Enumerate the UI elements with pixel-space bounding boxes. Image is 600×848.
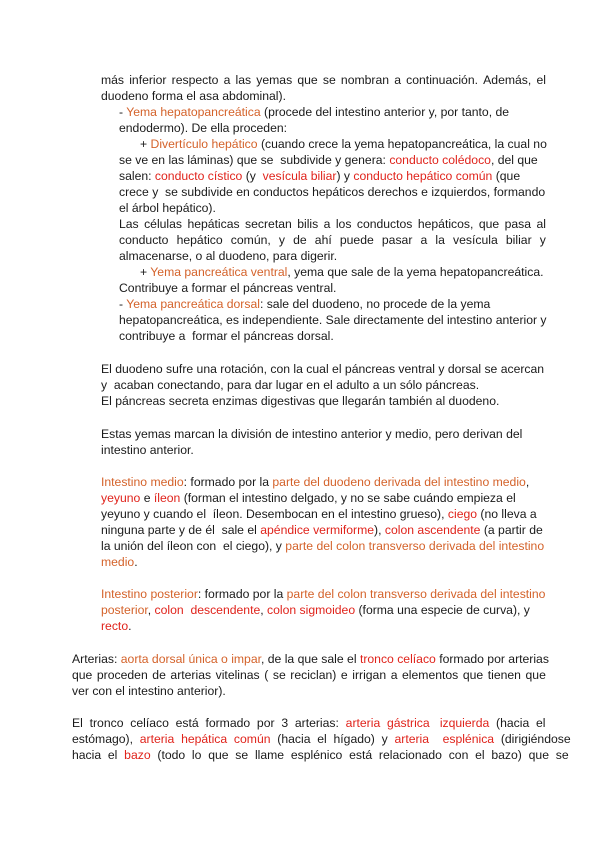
- word: arterias: [170, 668, 212, 682]
- medio-line-6: medio.: [101, 555, 138, 569]
- term-conducto-cistico: conducto cístico: [154, 169, 243, 183]
- word: se: [322, 73, 336, 87]
- word: pasar: [381, 233, 413, 247]
- term-colon-sigmoideo: colon sigmoideo: [267, 603, 356, 617]
- yema-hepato-line-1: - Yema hepatopancreática (procede del intestino anterior y, por tanto, de: [119, 105, 510, 119]
- word: inferior: [129, 73, 167, 87]
- term-parte-duodeno: parte del duodeno derivada del intestino medio: [272, 475, 526, 489]
- word: los: [335, 217, 352, 231]
- term-conducto-hepatico-comun: conducto hepático común: [353, 169, 493, 183]
- word: ahí: [314, 233, 332, 247]
- word: proceden: [96, 668, 148, 682]
- word: el: [536, 73, 546, 87]
- term-bazo: bazo: [124, 748, 151, 762]
- word: conductos: [356, 217, 413, 231]
- word: las: [235, 73, 252, 87]
- word: conducto: [119, 233, 169, 247]
- word: vesícula: [453, 233, 498, 247]
- word: hepático: [176, 233, 223, 247]
- term-ileon: íleon: [153, 491, 181, 505]
- medio-line-2: yeyuno e íleon (forman el intestino delgado, y no se sabe cuándo empieza el: [101, 491, 516, 505]
- term-aorta-dorsal: aorta dorsal única o impar: [120, 652, 261, 666]
- diverticulo-line-1: + Divertículo hepático (cuando crece la yema hepatopancreática, la cual no: [140, 137, 547, 151]
- medio-line-1: Intestino medio: formado por la parte del duodeno derivada del intestino medio,: [101, 475, 530, 489]
- term-intestino-posterior: Intestino posterior: [101, 587, 198, 601]
- intro-line-1: [101, 72, 546, 88]
- word: la: [435, 233, 445, 247]
- term-ciego: ciego: [447, 507, 478, 521]
- term-yeyuno: yeyuno: [101, 491, 141, 505]
- term-yema-hepatopancreatica: Yema hepatopancreática: [126, 105, 261, 119]
- term-tronco-celiaco: tronco celíaco: [359, 652, 436, 666]
- word: reciclan): [290, 668, 337, 682]
- word: de: [293, 233, 307, 247]
- duodeno-line-2: y acaban conectando, para dar lugar en el adulto a un sólo páncreas.: [101, 378, 480, 392]
- word: a: [223, 73, 231, 87]
- word: a: [420, 233, 428, 247]
- term-yema-pancreatica-ventral: Yema pancreática ventral: [150, 265, 288, 279]
- word: yemas: [256, 73, 293, 87]
- term-yema-pancreatica-dorsal: Yema pancreática dorsal: [126, 297, 260, 311]
- word: hepáticos,: [417, 217, 474, 231]
- word: biliar: [505, 233, 532, 247]
- term-conducto-coledoco: conducto colédoco: [389, 153, 491, 167]
- term-parte-colon-transverso-posterior: parte del colon transverso derivada del intestino: [286, 587, 546, 601]
- posterior-line-2: posterior, colon descendente, colon sigmoideo (forma una especie de curva), y: [101, 603, 530, 617]
- celulas-line-1: [119, 216, 546, 232]
- term-medio: medio: [101, 555, 135, 569]
- word: a: [394, 73, 401, 87]
- word: irrigan: [352, 668, 387, 682]
- term-colon-descendente: colon descendente: [154, 603, 261, 617]
- tronco-line-2: estómago), arteria hepática común (hacia el hígado) y arteria esplénica (dirigiéndose: [72, 732, 571, 746]
- yema-dorsal-line-1: - Yema pancreática dorsal: sale del duodeno, no procede de la yema: [119, 297, 491, 311]
- term-parte-colon-transverso-medio: parte del colon transverso derivada del intestino: [285, 539, 545, 553]
- diverticulo-line-2: se ve en las láminas) que se subdivide y genera: conducto colédoco, del que: [119, 153, 538, 167]
- tronco-line-1: El tronco celíaco está formado por 3 arterias: arteria gástrica izquierda (hacia el: [72, 716, 546, 730]
- duodeno-line-1: El duodeno sufre una rotación, con la cual el páncreas ventral y dorsal se acercan: [101, 362, 545, 376]
- word: respecto: [171, 73, 219, 87]
- yemas-line-1: Estas yemas marcan la división de intestino anterior y medio, pero derivan del: [101, 427, 523, 441]
- duodeno-line-3: El páncreas secreta enzimas digestivas que llegarán también al duodeno.: [101, 394, 500, 408]
- word: más: [101, 73, 125, 87]
- term-arteria-hepatica-comun: arteria hepática común: [139, 732, 271, 746]
- term-vesicula-biliar: vesícula biliar: [262, 169, 337, 183]
- word: hepáticas: [187, 217, 240, 231]
- word: al: [536, 217, 546, 231]
- word: e: [340, 668, 348, 682]
- term-arteria-gastrica-izquierda: arteria gástrica izquierda: [345, 716, 490, 730]
- word: y: [539, 233, 546, 247]
- word: que: [478, 217, 500, 231]
- yema-ventral-line-1: + Yema pancreática ventral, yema que sale de la yema hepatopancreática.: [140, 265, 544, 279]
- word: tienen: [487, 668, 521, 682]
- term-intestino-medio: Intestino medio: [101, 475, 184, 489]
- word: se: [272, 668, 286, 682]
- term-colon-ascendente: colon ascendente: [384, 523, 481, 537]
- yema-ventral-line-2: Contribuye a formar el páncreas ventral.: [119, 281, 337, 295]
- word: elementos: [402, 668, 459, 682]
- word: que: [462, 668, 484, 682]
- word: pasa: [504, 217, 532, 231]
- word: que: [297, 73, 318, 87]
- term-apendice-vermiforme: apéndice vermiforme: [260, 523, 375, 537]
- word: vitelinas: [215, 668, 260, 682]
- word: puede: [339, 233, 374, 247]
- word: a: [323, 217, 331, 231]
- word: Las: [119, 217, 139, 231]
- word: (: [264, 668, 269, 682]
- word: bilis: [297, 217, 319, 231]
- word: que: [72, 668, 93, 682]
- posterior-line-3: recto.: [101, 619, 132, 633]
- word: que: [525, 668, 546, 682]
- word: y: [278, 233, 285, 247]
- word: de: [152, 668, 166, 682]
- posterior-line-1: Intestino posterior: formado por la parte del colon transverso derivada del intestino: [101, 587, 546, 601]
- word: secretan: [245, 217, 292, 231]
- medio-line-4: ninguna parte y de él sale el apéndice vermiforme), colon ascendente (a partir de: [101, 523, 543, 537]
- word: común,: [230, 233, 271, 247]
- word: Además,: [483, 73, 532, 87]
- yemas-line-2: intestino anterior.: [101, 443, 194, 457]
- arterias-line-3: ver con el intestino anterior).: [72, 684, 226, 698]
- yema-hepato-line-2: endodermo). De ella proceden:: [119, 121, 288, 135]
- word: a: [390, 668, 398, 682]
- medio-line-3: yeyuno y cuando el íleon. Desembocan en el intestino grueso), ciego (no lleva a: [101, 507, 537, 521]
- tronco-line-3: hacia el bazo (todo lo que se llame esplénico está relacionado con el bazo) que se: [72, 748, 569, 762]
- yema-dorsal-line-3: contribuye a formar el páncreas dorsal.: [119, 329, 334, 343]
- word: células: [144, 217, 183, 231]
- diverticulo-line-4: crece y se subdivide en conductos hepáticos derechos e izquierdos, formando: [119, 185, 546, 199]
- yema-dorsal-line-2: hepatopancreática, es independiente. Sale directamente del intestino anterior y: [119, 313, 547, 327]
- arterias-line-2: [72, 667, 546, 683]
- term-posterior: posterior: [101, 603, 148, 617]
- celulas-line-3: almacenarse, o al duodeno, para digerir.: [119, 249, 338, 263]
- intro-line-2: duodeno forma el asa abdominal).: [101, 89, 286, 103]
- celulas-line-2: [119, 232, 546, 248]
- diverticulo-line-5: el árbol hepático).: [119, 201, 216, 215]
- word: continuación.: [406, 73, 478, 87]
- word: nombran: [340, 73, 390, 87]
- arterias-line-1: Arterias: aorta dorsal única o impar, de la que sale el tronco celíaco formado por arterias: [72, 652, 549, 666]
- term-arteria-esplenica: arteria esplénica: [394, 732, 495, 746]
- diverticulo-line-3: salen: conducto cístico (y vesícula biliar) y conducto hepático común (que: [119, 169, 521, 183]
- medio-line-5: la unión del íleon con el ciego), y parte del colon transverso derivada del intestino: [101, 539, 545, 553]
- term-recto: recto: [101, 619, 129, 633]
- term-diverticulo-hepatico: Divertículo hepático: [150, 137, 258, 151]
